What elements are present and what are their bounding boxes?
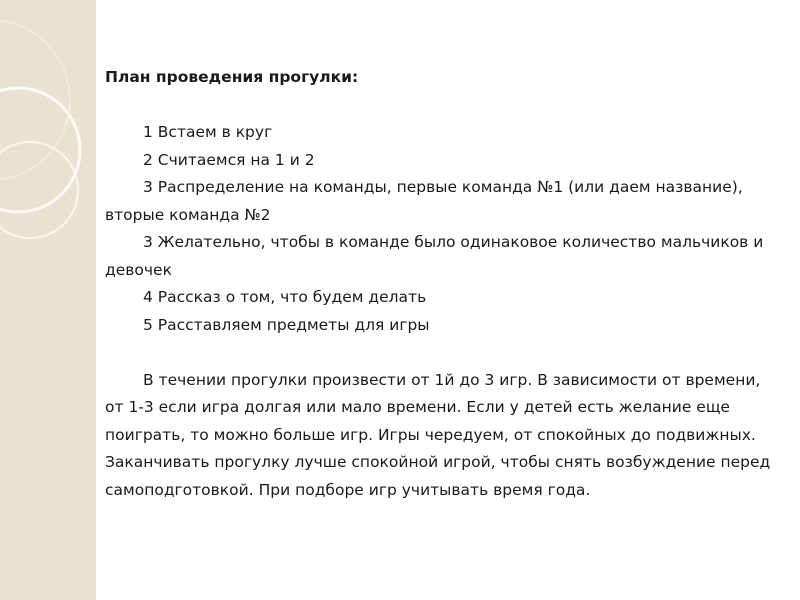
plan-item-1: 1 Встаем в круг <box>143 123 273 141</box>
plan-title: План проведения прогулки: <box>105 68 359 86</box>
spacer <box>105 339 775 367</box>
plan-item-3: 3 Распределение на команды, первые команда №1 (или даем название), вторые команда №2 <box>105 178 743 224</box>
plan-paragraph: В течении прогулки произвести от 1й до 3 игр. В зависимости от времени, от 1-3 если игра долгая или мало времени. Если у детей есть желание еще поиграть, то можно больше игр. Игры чередуем, от спокойных до подвижных. Заканчивать прогулку лучше спокойной игрой, чтобы снять возбуждение перед самоподготовкой. При подборе игр учитывать время года. <box>105 370 771 499</box>
spacer <box>105 92 775 120</box>
plan-item-4: 3 Желательно, чтобы в команде было одинаковое количество мальчиков и девочек <box>105 233 764 279</box>
slide-content <box>105 64 775 504</box>
plan-item-6: 5 Расставляем предметы для игры <box>143 315 430 334</box>
plan-item-5: 4 Рассказ о том, что будем делать <box>143 288 427 306</box>
plan-item-2: 2 Считаемся на 1 и 2 <box>143 150 315 169</box>
decorative-side-band <box>0 0 96 600</box>
decorative-rings-icon <box>0 0 96 600</box>
